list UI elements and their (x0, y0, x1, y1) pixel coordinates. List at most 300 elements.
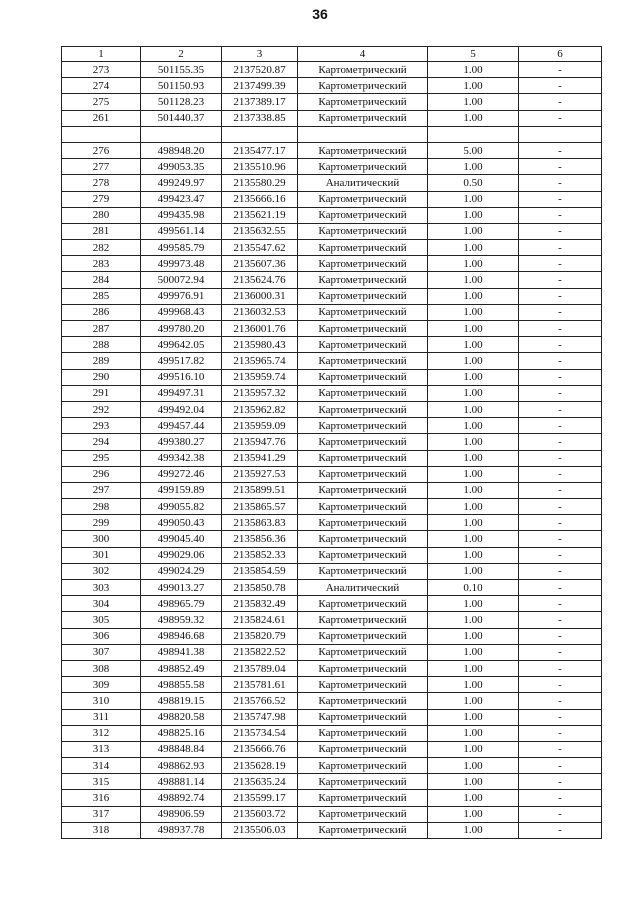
table-cell: 2135624.76 (222, 272, 298, 288)
table-cell: Картометрический (298, 353, 428, 369)
table-cell: Картометрический (298, 660, 428, 676)
table-cell: 292 (62, 401, 141, 417)
table-cell: 317 (62, 806, 141, 822)
table-cell: - (519, 434, 602, 450)
table-cell: 277 (62, 159, 141, 175)
table-cell: 498946.68 (141, 628, 222, 644)
table-cell: 499516.10 (141, 369, 222, 385)
table-row (62, 741, 602, 757)
table-cell: Картометрический (298, 78, 428, 94)
table-cell: - (519, 466, 602, 482)
table-cell: 281 (62, 223, 141, 239)
table-cell: Аналитический (298, 580, 428, 596)
table-cell: 499497.31 (141, 385, 222, 401)
table-row (62, 806, 602, 822)
table-cell: - (519, 78, 602, 94)
table-cell: Картометрический (298, 725, 428, 741)
table-cell: Картометрический (298, 709, 428, 725)
table-cell: Картометрический (298, 822, 428, 838)
table-cell: 1.00 (428, 596, 519, 612)
table-cell: - (519, 693, 602, 709)
table-cell: 293 (62, 418, 141, 434)
table-cell: 297 (62, 482, 141, 498)
table-cell: 1.00 (428, 369, 519, 385)
table-row (62, 62, 602, 78)
table-row (62, 434, 602, 450)
table-cell: Картометрический (298, 612, 428, 628)
table-cell: 498881.14 (141, 774, 222, 790)
table-cell: 498948.20 (141, 142, 222, 158)
table-cell: 2135832.49 (222, 596, 298, 612)
table-cell: - (519, 790, 602, 806)
table-row (62, 774, 602, 790)
table-row (62, 499, 602, 515)
table-cell: - (519, 288, 602, 304)
table-cell: 501155.35 (141, 62, 222, 78)
table-cell: - (519, 256, 602, 272)
table-cell: 290 (62, 369, 141, 385)
table-cell: - (519, 547, 602, 563)
table-cell: 307 (62, 644, 141, 660)
table-cell: - (519, 401, 602, 417)
table-cell: 0.50 (428, 175, 519, 191)
table-cell: Картометрический (298, 434, 428, 450)
table-cell: 296 (62, 466, 141, 482)
table-cell: 1.00 (428, 628, 519, 644)
table-cell: 283 (62, 256, 141, 272)
table-cell: 261 (62, 110, 141, 126)
table-cell: Картометрический (298, 774, 428, 790)
table-cell: - (519, 741, 602, 757)
table-cell: 2135863.83 (222, 515, 298, 531)
table-cell: - (519, 612, 602, 628)
table-cell: 315 (62, 774, 141, 790)
table-row (62, 547, 602, 563)
column-header: 5 (428, 47, 519, 62)
column-header: 2 (141, 47, 222, 62)
table-cell: 301 (62, 547, 141, 563)
table-cell: 2135580.29 (222, 175, 298, 191)
table-cell: - (519, 677, 602, 693)
table-cell: Картометрический (298, 272, 428, 288)
table-cell: 499024.29 (141, 563, 222, 579)
table-cell: 2135959.74 (222, 369, 298, 385)
table-cell: 309 (62, 677, 141, 693)
table-cell: - (519, 272, 602, 288)
table-cell: 1.00 (428, 434, 519, 450)
table-cell: 1.00 (428, 256, 519, 272)
table-row (62, 450, 602, 466)
table-row (62, 223, 602, 239)
table-row (62, 580, 602, 596)
table-cell: 499249.97 (141, 175, 222, 191)
table-cell: Картометрический (298, 240, 428, 256)
table-cell: 2135927.53 (222, 466, 298, 482)
table-row (62, 337, 602, 353)
table-cell: 1.00 (428, 385, 519, 401)
table-cell: 2137499.39 (222, 78, 298, 94)
table-cell: Картометрический (298, 337, 428, 353)
table-row (62, 110, 602, 126)
table-row (62, 369, 602, 385)
coordinates-table (61, 46, 602, 839)
table-cell: - (519, 191, 602, 207)
table-cell: 2136000.31 (222, 288, 298, 304)
table-cell: - (519, 94, 602, 110)
table-cell: Картометрический (298, 628, 428, 644)
table-cell: 282 (62, 240, 141, 256)
table-cell: 499561.14 (141, 223, 222, 239)
table-cell: 499423.47 (141, 191, 222, 207)
table-cell: 288 (62, 337, 141, 353)
table-cell: 1.00 (428, 272, 519, 288)
table-cell: 2135621.19 (222, 207, 298, 223)
table-cell: 298 (62, 499, 141, 515)
table-cell: 498941.38 (141, 644, 222, 660)
table-cell: - (519, 62, 602, 78)
table-cell: 1.00 (428, 482, 519, 498)
table-cell: 318 (62, 822, 141, 838)
table-cell: - (519, 806, 602, 822)
table-row (62, 256, 602, 272)
table-cell: 2135635.24 (222, 774, 298, 790)
table-cell: 498906.59 (141, 806, 222, 822)
table-cell: 1.00 (428, 758, 519, 774)
empty-cell (222, 126, 298, 142)
table-cell: 499053.35 (141, 159, 222, 175)
table-cell: 2135477.17 (222, 142, 298, 158)
table-cell: 316 (62, 790, 141, 806)
table-cell: 2137338.85 (222, 110, 298, 126)
table-cell: Картометрический (298, 547, 428, 563)
table-cell: 2135632.55 (222, 223, 298, 239)
table-cell: Картометрический (298, 450, 428, 466)
table-cell: 1.00 (428, 563, 519, 579)
table-row (62, 628, 602, 644)
table-cell: 2137389.17 (222, 94, 298, 110)
table-row (62, 401, 602, 417)
table-row (62, 822, 602, 838)
table-cell: 314 (62, 758, 141, 774)
table-cell: 306 (62, 628, 141, 644)
table-cell: - (519, 207, 602, 223)
table-cell: 1.00 (428, 321, 519, 337)
table-cell: 1.00 (428, 822, 519, 838)
table-cell: 2136001.76 (222, 321, 298, 337)
table-cell: 295 (62, 450, 141, 466)
table-cell: 1.00 (428, 110, 519, 126)
table-cell: 1.00 (428, 337, 519, 353)
table-cell: 1.00 (428, 531, 519, 547)
table-cell: 286 (62, 304, 141, 320)
table-cell: 1.00 (428, 741, 519, 757)
table-cell: Картометрический (298, 288, 428, 304)
table-cell: - (519, 240, 602, 256)
table-cell: 305 (62, 612, 141, 628)
table-cell: 499435.98 (141, 207, 222, 223)
table-cell: 499457.44 (141, 418, 222, 434)
table-cell: - (519, 774, 602, 790)
table-cell: 501150.93 (141, 78, 222, 94)
table-row (62, 677, 602, 693)
table-row (62, 240, 602, 256)
column-header: 4 (298, 47, 428, 62)
table-cell: 1.00 (428, 612, 519, 628)
table-cell: 1.00 (428, 78, 519, 94)
table-cell: 313 (62, 741, 141, 757)
table-cell: 2135628.19 (222, 758, 298, 774)
table-cell: 499055.82 (141, 499, 222, 515)
table-cell: Картометрический (298, 223, 428, 239)
table-cell: Картометрический (298, 741, 428, 757)
table-cell: Картометрический (298, 321, 428, 337)
table-cell: - (519, 450, 602, 466)
table-cell: - (519, 337, 602, 353)
table-cell: - (519, 644, 602, 660)
table-cell: 2135766.52 (222, 693, 298, 709)
table-cell: 498820.58 (141, 709, 222, 725)
table-cell: - (519, 660, 602, 676)
table-cell: 1.00 (428, 660, 519, 676)
table-cell: 310 (62, 693, 141, 709)
table-cell: 2135666.16 (222, 191, 298, 207)
table-cell: 2135506.03 (222, 822, 298, 838)
table-cell: 2135510.96 (222, 159, 298, 175)
table-cell: 499272.46 (141, 466, 222, 482)
table-row (62, 563, 602, 579)
table-row (62, 693, 602, 709)
table-cell: 1.00 (428, 191, 519, 207)
table-body (62, 62, 602, 839)
table-cell: - (519, 369, 602, 385)
table-cell: 275 (62, 94, 141, 110)
table-cell: Картометрический (298, 499, 428, 515)
table-cell: 499973.48 (141, 256, 222, 272)
table-row (62, 159, 602, 175)
table-cell: 2135747.98 (222, 709, 298, 725)
table-cell: 289 (62, 353, 141, 369)
table-row (62, 353, 602, 369)
separator-row (62, 126, 602, 142)
table-cell: 498852.49 (141, 660, 222, 676)
table-cell: - (519, 515, 602, 531)
table-cell: 2136032.53 (222, 304, 298, 320)
table-cell: Аналитический (298, 175, 428, 191)
table-cell: 2135959.09 (222, 418, 298, 434)
table-cell: 1.00 (428, 223, 519, 239)
table-cell: 1.00 (428, 304, 519, 320)
table-cell: Картометрический (298, 256, 428, 272)
table-cell: - (519, 580, 602, 596)
table-cell: Картометрический (298, 142, 428, 158)
table-cell: 499159.89 (141, 482, 222, 498)
table-cell: 499968.43 (141, 304, 222, 320)
table-cell: 312 (62, 725, 141, 741)
empty-cell (141, 126, 222, 142)
table-cell: 304 (62, 596, 141, 612)
table-cell: 1.00 (428, 774, 519, 790)
table-cell: 311 (62, 709, 141, 725)
table-cell: 499585.79 (141, 240, 222, 256)
table-row (62, 321, 602, 337)
column-header: 3 (222, 47, 298, 62)
table-cell: 2135781.61 (222, 677, 298, 693)
table-row (62, 304, 602, 320)
table-cell: 273 (62, 62, 141, 78)
table-row (62, 660, 602, 676)
table-cell: 498825.16 (141, 725, 222, 741)
table-cell: - (519, 175, 602, 191)
empty-cell (298, 126, 428, 142)
table-cell: 498892.74 (141, 790, 222, 806)
table-cell: 1.00 (428, 547, 519, 563)
table-row (62, 142, 602, 158)
table-cell: - (519, 822, 602, 838)
table-cell: - (519, 142, 602, 158)
table-cell: - (519, 628, 602, 644)
table-cell: 2137520.87 (222, 62, 298, 78)
table-cell: - (519, 596, 602, 612)
table-row (62, 758, 602, 774)
table-header-row (62, 47, 602, 62)
table-cell: 1.00 (428, 450, 519, 466)
page-number: 36 (312, 6, 328, 22)
table-cell: 1.00 (428, 401, 519, 417)
table-cell: 501440.37 (141, 110, 222, 126)
table-cell: 2135824.61 (222, 612, 298, 628)
table-cell: Картометрический (298, 515, 428, 531)
table-cell: 285 (62, 288, 141, 304)
table-cell: 1.00 (428, 499, 519, 515)
table-cell: Картометрический (298, 418, 428, 434)
table-cell: 2135965.74 (222, 353, 298, 369)
table-row (62, 790, 602, 806)
table-cell: 308 (62, 660, 141, 676)
table-cell: - (519, 321, 602, 337)
table-row (62, 515, 602, 531)
table-cell: 499642.05 (141, 337, 222, 353)
table-cell: 1.00 (428, 677, 519, 693)
table-cell: 1.00 (428, 515, 519, 531)
table-cell: Картометрический (298, 596, 428, 612)
table-cell: 498937.78 (141, 822, 222, 838)
table-cell: Картометрический (298, 693, 428, 709)
table-cell: - (519, 563, 602, 579)
table-cell: 498855.58 (141, 677, 222, 693)
table-row (62, 78, 602, 94)
table-cell: Картометрический (298, 482, 428, 498)
table-cell: 2135980.43 (222, 337, 298, 353)
table-cell: 291 (62, 385, 141, 401)
table-cell: 0.10 (428, 580, 519, 596)
table-cell: 302 (62, 563, 141, 579)
table-cell: Картометрический (298, 110, 428, 126)
table-cell: 498848.84 (141, 741, 222, 757)
table-cell: 1.00 (428, 240, 519, 256)
table-cell: 501128.23 (141, 94, 222, 110)
table-cell: 499380.27 (141, 434, 222, 450)
table-row (62, 466, 602, 482)
table-cell: 2135599.17 (222, 790, 298, 806)
table-row (62, 418, 602, 434)
table-cell: 1.00 (428, 466, 519, 482)
table-cell: - (519, 499, 602, 515)
table-cell: 2135822.52 (222, 644, 298, 660)
table-cell: - (519, 418, 602, 434)
table-cell: Картометрический (298, 369, 428, 385)
table-cell: - (519, 304, 602, 320)
table-row (62, 725, 602, 741)
table-row (62, 272, 602, 288)
table-cell: - (519, 110, 602, 126)
table-row (62, 644, 602, 660)
table-cell: 500072.94 (141, 272, 222, 288)
column-header: 1 (62, 47, 141, 62)
table-row (62, 175, 602, 191)
table-cell: 2135850.78 (222, 580, 298, 596)
table-cell: - (519, 159, 602, 175)
empty-cell (519, 126, 602, 142)
table-cell: 1.00 (428, 644, 519, 660)
table-row (62, 709, 602, 725)
table-cell: 2135607.36 (222, 256, 298, 272)
table-cell: Картометрический (298, 304, 428, 320)
table-cell: Картометрический (298, 466, 428, 482)
table-cell: 1.00 (428, 94, 519, 110)
table-cell: 1.00 (428, 806, 519, 822)
table-row (62, 94, 602, 110)
table-row (62, 207, 602, 223)
table-cell: 499013.27 (141, 580, 222, 596)
table-row (62, 482, 602, 498)
table-cell: 1.00 (428, 207, 519, 223)
empty-cell (428, 126, 519, 142)
table-cell: 499517.82 (141, 353, 222, 369)
table-cell: 294 (62, 434, 141, 450)
table-row (62, 385, 602, 401)
table-cell: 279 (62, 191, 141, 207)
table-cell: 2135547.62 (222, 240, 298, 256)
table-cell: 5.00 (428, 142, 519, 158)
table-cell: 1.00 (428, 159, 519, 175)
table-cell: Картометрический (298, 385, 428, 401)
table-cell: 499045.40 (141, 531, 222, 547)
table-cell: 498819.15 (141, 693, 222, 709)
table-cell: 1.00 (428, 62, 519, 78)
table-cell: 2135947.76 (222, 434, 298, 450)
table-cell: 299 (62, 515, 141, 531)
table-cell: 276 (62, 142, 141, 158)
table-cell: 1.00 (428, 725, 519, 741)
table-cell: Картометрический (298, 790, 428, 806)
table-cell: 1.00 (428, 418, 519, 434)
table-cell: Картометрический (298, 94, 428, 110)
table-cell: 300 (62, 531, 141, 547)
table-cell: - (519, 725, 602, 741)
empty-cell (62, 126, 141, 142)
table-cell: 1.00 (428, 693, 519, 709)
table-cell: 498959.32 (141, 612, 222, 628)
table-cell: 498965.79 (141, 596, 222, 612)
table-row (62, 288, 602, 304)
table-cell: Картометрический (298, 207, 428, 223)
table-cell: Картометрический (298, 159, 428, 175)
table-cell: - (519, 758, 602, 774)
table-cell: - (519, 531, 602, 547)
table-cell: 1.00 (428, 288, 519, 304)
table-cell: 2135820.79 (222, 628, 298, 644)
table-cell: 278 (62, 175, 141, 191)
